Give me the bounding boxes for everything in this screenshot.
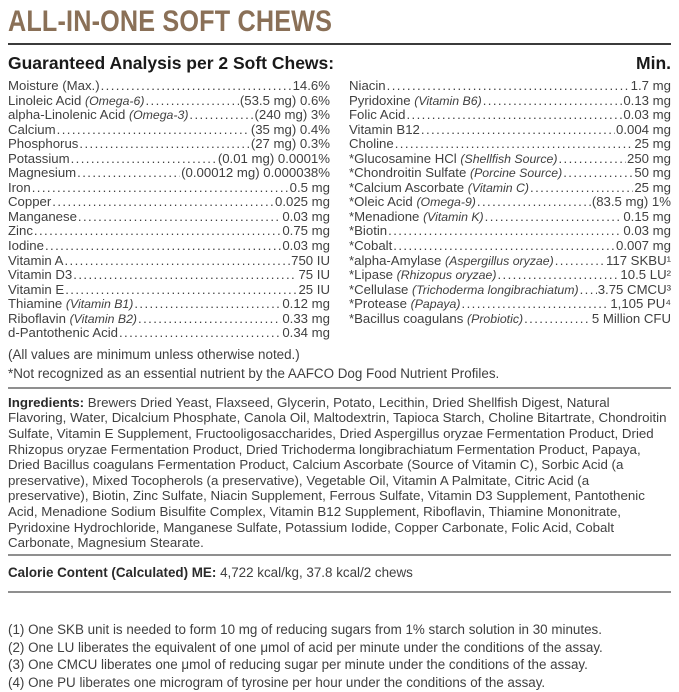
all-values-note: (All values are minimum unless otherwise noted.) [8, 346, 300, 362]
dot-leader [45, 239, 281, 254]
analysis-columns [8, 79, 671, 341]
min-label: Min. [636, 53, 671, 73]
nutrient-name: Phosphorus [8, 136, 79, 152]
nutrient-value: 0.33 mg [282, 310, 330, 326]
dot-leader [101, 79, 292, 94]
dot-leader [57, 123, 250, 138]
nutrient-value: (27 mg) 0.3% [250, 136, 330, 152]
ingredients-divider [8, 387, 671, 389]
analysis-row [8, 108, 330, 123]
calorie-value: 4,722 kcal/kg, 37.8 kcal/2 chews [220, 564, 413, 580]
guaranteed-analysis-heading: Guaranteed Analysis per 2 Soft Chews: [8, 53, 335, 73]
nutrient-value: 0.03 mg [623, 223, 671, 239]
nutrient-value: 25 IU [298, 281, 330, 297]
nutrient-name: d-Pantothenic Acid [8, 325, 118, 341]
footnote-line: (4) One PU liberates one microgram of tyrosine per hour under the conditions of the assay. [8, 675, 546, 691]
nutrient-name: Vitamin E [8, 281, 65, 297]
analysis-row [349, 181, 671, 196]
nutrient-name: *Chondroitin Sulfate (Porcine Source) [349, 165, 563, 181]
analysis-row [8, 254, 330, 269]
nutrient-value: 1.7 mg [630, 78, 671, 93]
nutrient-value: (83.5 mg) 1% [591, 194, 671, 210]
analysis-row [8, 239, 330, 254]
nutrient-name: Linoleic Acid (Omega-6) [8, 92, 145, 108]
nutrient-name: Zinc [8, 223, 33, 239]
dot-leader [485, 210, 623, 225]
nutrient-name: Choline [349, 136, 394, 152]
nutrient-name: Iodine [8, 238, 44, 254]
nutrient-name: Moisture (Max.) [8, 78, 100, 93]
nutrient-value: 25 mg [634, 179, 671, 195]
analysis-row [8, 181, 330, 196]
nutrient-value: 14.6% [292, 78, 330, 93]
nutrient-value: 0.025 mg [275, 194, 330, 210]
nutrient-name: *Calcium Ascorbate (Vitamin C) [349, 179, 530, 195]
dot-leader [134, 297, 281, 312]
analysis-row [8, 297, 330, 312]
dot-leader [477, 195, 591, 210]
title-divider [8, 43, 671, 45]
analysis-row [349, 239, 671, 254]
nutrient-value: 0.007 mg [616, 238, 671, 254]
dot-leader [71, 152, 217, 167]
analysis-row [8, 326, 330, 341]
analysis-row [8, 137, 330, 152]
analysis-row [349, 123, 671, 138]
analysis-row [8, 224, 330, 239]
ingredients-text: Brewers Dried Yeast, Flaxseed, Glycerin, Potato, Lecithin, Dried Shellfish Digest, Natural Flavoring, Water, Dicalcium Phosphate, Canola Oil, Maltodextrin, Tapioca Starch, Choline Bitartrate, Chondroitin Sulfate, Vitamin E Supplement, Fructooligosaccharides, Dried Aspergillus oryzae Fermentation Product, Dried Rhizopus oryzae Fermentation Product, Dried Trichoderma longibrachiatum Fermentation Product, Papaya, Dried Bacillus coagulans Fermentation Product, Calcium Ascorbate (Source of Vitamin C), Sorbic Acid (a preservative), Mixed Tocopherols (a preservative), Vegetable Oil, Vitamin A Palmitate, Citric Acid (a preservative), Biotin, Zinc Sulfate, Niacin Supplement, Ferrous Sulfate, Vitamin D3 Supplement, Pantothenic Acid, Menadione Sodium Bisulfite Complex, Vitamin B12 Supplement, Riboflavin, Thiamine Mononitrate, Pyridoxine Hydrochloride, Manganese Sulfate, Potassium Iodide, Copper Carbonate, Folic Acid, Cobalt Carbonate, Magnesium Stearate. [8, 394, 667, 551]
analysis-row [8, 79, 330, 94]
dot-leader [145, 94, 238, 109]
analysis-row [349, 254, 671, 269]
dot-leader [34, 224, 281, 239]
nutrient-name: Pyridoxine (Vitamin B6) [349, 92, 482, 108]
dot-leader [79, 137, 249, 152]
nutrient-name: Vitamin D3 [8, 267, 73, 283]
analysis-row [349, 94, 671, 109]
analysis-row [349, 195, 671, 210]
nutrient-value: 50 mg [634, 165, 671, 181]
analysis-row [349, 166, 671, 181]
nutrient-name: *Cellulase (Trichoderma longibrachiatum) [349, 281, 579, 297]
analysis-row [8, 166, 330, 181]
dot-leader [497, 268, 619, 283]
analysis-row [8, 94, 330, 109]
nutrient-value: 0.34 mg [282, 325, 330, 341]
dot-leader [32, 181, 289, 196]
analysis-row [349, 79, 671, 94]
nutrient-value: 25 mg [634, 136, 671, 152]
nutrient-name: *Bacillus coagulans (Probiotic) [349, 310, 524, 326]
nutrient-name: Vitamin A [8, 252, 64, 268]
footnote-line: (1) One SKB unit is needed to form 10 mg of reducing sugars from 1% starch solution in 30 minutes. [8, 621, 602, 637]
nutrient-value: 0.03 mg [623, 107, 671, 123]
analysis-row [349, 152, 671, 167]
dot-leader [406, 108, 622, 123]
ingredients-paragraph [8, 395, 671, 551]
footnotes-block [8, 621, 671, 692]
dot-leader [558, 152, 626, 167]
nutrient-value: 0.13 mg [623, 92, 671, 108]
dot-leader [580, 283, 597, 298]
dot-leader [77, 166, 180, 181]
calorie-top-divider [8, 554, 671, 556]
dot-leader [138, 312, 281, 327]
nutrient-name: alpha-Linolenic Acid (Omega-3) [8, 107, 189, 123]
analysis-row [8, 123, 330, 138]
dot-leader [421, 123, 615, 138]
dot-leader [555, 254, 605, 269]
calorie-label: Calorie Content (Calculated) ME: [8, 564, 217, 580]
dot-leader [395, 137, 634, 152]
nutrient-value: (0.00012 mg) 0.000038% [181, 165, 330, 181]
nutrient-name: *Biotin [349, 223, 388, 239]
dot-leader [563, 166, 633, 181]
footnote-line: (2) One LU liberates the equivalent of one μmol of acid per minute under the conditions of the assay. [8, 639, 603, 655]
nutrient-value: (240 mg) 3% [254, 107, 330, 123]
nutrient-value: (53.5 mg) 0.6% [239, 92, 330, 108]
nutrient-name: *Glucosamine HCl (Shellfish Source) [349, 150, 558, 166]
nutrient-value: 0.12 mg [282, 296, 330, 312]
analysis-row [349, 268, 671, 283]
analysis-right-column [349, 79, 671, 341]
dot-leader [524, 312, 591, 327]
nutrient-name: *Menadione (Vitamin K) [349, 208, 484, 224]
aafco-note: *Not recognized as an essential nutrient by the AAFCO Dog Food Nutrient Profiles. [8, 365, 500, 381]
nutrient-value: 10.5 LU² [620, 267, 671, 283]
dot-leader [388, 224, 622, 239]
nutrient-value: 3.75 CMCU³ [597, 281, 671, 297]
nutrient-value: 250 mg [627, 150, 671, 166]
analysis-row [8, 268, 330, 283]
nutrient-value: 0.03 mg [282, 238, 330, 254]
analysis-row [8, 195, 330, 210]
nutrient-value: 0.75 mg [282, 223, 330, 239]
nutrient-name: Niacin [349, 78, 386, 93]
nutrient-name: *Protease (Papaya) [349, 296, 461, 312]
calorie-bottom-divider [8, 591, 671, 593]
dot-leader [483, 94, 623, 109]
nutrient-name: *Lipase (Rhizopus oryzae) [349, 267, 497, 283]
dot-leader [189, 108, 253, 123]
analysis-row [349, 224, 671, 239]
nutrient-value: 750 IU [291, 252, 330, 268]
analysis-row [349, 137, 671, 152]
dot-leader [78, 210, 281, 225]
nutrient-value: 0.15 mg [623, 208, 671, 224]
dot-leader [64, 254, 290, 269]
ingredients-label: Ingredients: [8, 394, 85, 410]
nutrient-value: 5 Million CFU [591, 310, 671, 326]
nutrient-name: Calcium [8, 121, 56, 137]
nutrient-name: Riboflavin (Vitamin B2) [8, 310, 138, 326]
guaranteed-analysis-header [8, 53, 671, 74]
nutrient-name: Manganese [8, 208, 77, 224]
nutrient-value: 0.03 mg [282, 208, 330, 224]
dot-leader [65, 283, 297, 298]
dot-leader [393, 239, 615, 254]
nutrient-value: 0.5 mg [289, 179, 330, 195]
analysis-row [349, 108, 671, 123]
dot-leader [530, 181, 633, 196]
nutrient-name: Copper [8, 194, 52, 210]
page-title: ALL-IN-ONE SOFT CHEWS [8, 5, 333, 38]
nutrient-value: 0.004 mg [616, 121, 671, 137]
footnote-line: (3) One CMCU liberates one μmol of reducing sugar per minute under the conditions of the assay. [8, 657, 588, 673]
nutrient-name: Vitamin B12 [349, 121, 420, 137]
analysis-row [349, 283, 671, 298]
analysis-row [8, 312, 330, 327]
analysis-row [349, 297, 671, 312]
nutrient-name: *Oleic Acid (Omega-9) [349, 194, 476, 210]
dot-leader [73, 268, 297, 283]
dot-leader [52, 195, 274, 210]
nutrient-name: Iron [8, 179, 31, 195]
analysis-row [8, 152, 330, 167]
analysis-row [349, 312, 671, 327]
nutrient-name: Thiamine (Vitamin B1) [8, 296, 134, 312]
analysis-row [349, 210, 671, 225]
nutrient-name: Folic Acid [349, 107, 406, 123]
dot-leader [462, 297, 610, 312]
analysis-left-column [8, 79, 330, 341]
nutrient-value: 1,105 PU⁴ [610, 296, 671, 312]
analysis-row [8, 283, 330, 298]
analysis-row [8, 210, 330, 225]
dot-leader [387, 79, 630, 94]
nutrient-name: *Cobalt [349, 238, 393, 254]
nutrient-name: Magnesium [8, 165, 77, 181]
nutrient-value: 75 IU [298, 267, 330, 283]
calorie-content-line [8, 565, 671, 580]
nutrient-name: *alpha-Amylase (Aspergillus oryzae) [349, 252, 554, 268]
nutrient-value: 117 SKBU¹ [606, 252, 671, 268]
nutrient-value: (35 mg) 0.4% [250, 121, 330, 137]
nutrient-name: Potassium [8, 150, 70, 166]
nutrient-value: (0.01 mg) 0.0001% [217, 150, 330, 166]
dot-leader [119, 326, 281, 341]
